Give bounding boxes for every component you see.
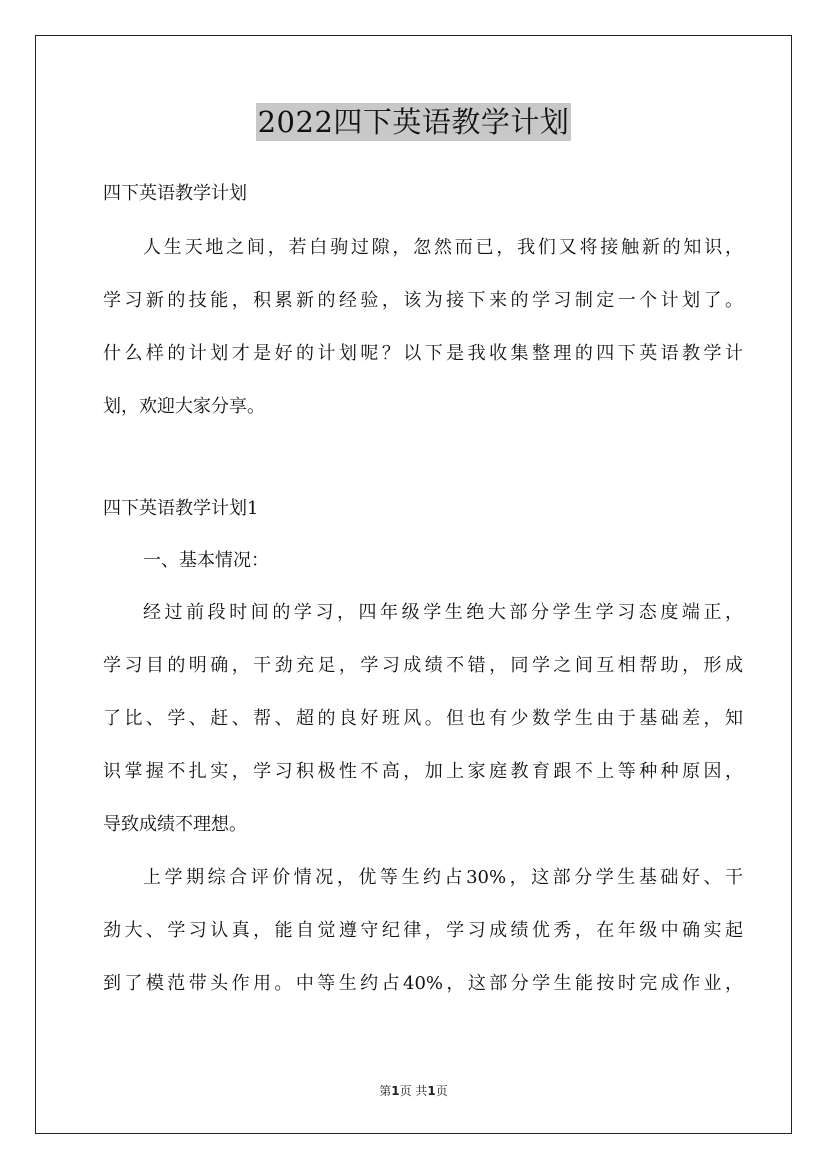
para2-line-1: 上学期综合评价情况，优等生约占30%，这部分学生基础好、干 — [143, 867, 743, 888]
intro-line-3: 什么样的计划才是好的计划呢？以下是我收集整理的四下英语教学计 — [103, 343, 743, 364]
intro-line-4: 划，欢迎大家分享。 — [103, 396, 265, 417]
document-title: 2022四下英语教学计划 — [257, 105, 570, 139]
section-heading: 四下英语教学计划1 — [103, 498, 259, 519]
para1-line-3: 了比、学、赶、帮、超的良好班风。但也有少数学生由于基础差，知 — [103, 708, 743, 729]
footer-page-total: 1 — [427, 1084, 436, 1098]
intro-line-1: 人生天地之间，若白驹过隙，忽然而已，我们又将接触新的知识， — [143, 237, 743, 258]
title-wrap — [0, 103, 827, 141]
intro-line-2: 学习新的技能，积累新的经验，该为接下来的学习制定一个计划了。 — [103, 290, 743, 311]
footer-page-mid: 页 共 — [399, 1084, 428, 1098]
footer-page-prefix: 第 — [379, 1084, 392, 1098]
page-footer — [0, 1082, 827, 1100]
document-body — [103, 175, 743, 1003]
subsection-heading: 一、基本情况： — [143, 550, 269, 571]
para2-line-3: 到了模范带头作用。中等生约占40%，这部分学生能按时完成作业， — [103, 973, 743, 994]
para1-line-2: 学习目的明确，干劲充足，学习成绩不错，同学之间互相帮助，形成 — [103, 655, 743, 676]
intro-heading: 四下英语教学计划 — [103, 183, 247, 204]
footer-page-current: 1 — [391, 1084, 400, 1098]
para1-line-1: 经过前段时间的学习，四年级学生绝大部分学生学习态度端正， — [143, 602, 743, 623]
footer-page-suffix: 页 — [435, 1084, 448, 1098]
para2-line-2: 劲大、学习认真，能自觉遵守纪律，学习成绩优秀，在年级中确实起 — [103, 920, 743, 941]
para1-line-5: 导致成绩不理想。 — [103, 814, 247, 835]
para1-line-4: 识掌握不扎实，学习积极性不高，加上家庭教育跟不上等种种原因， — [103, 761, 743, 782]
